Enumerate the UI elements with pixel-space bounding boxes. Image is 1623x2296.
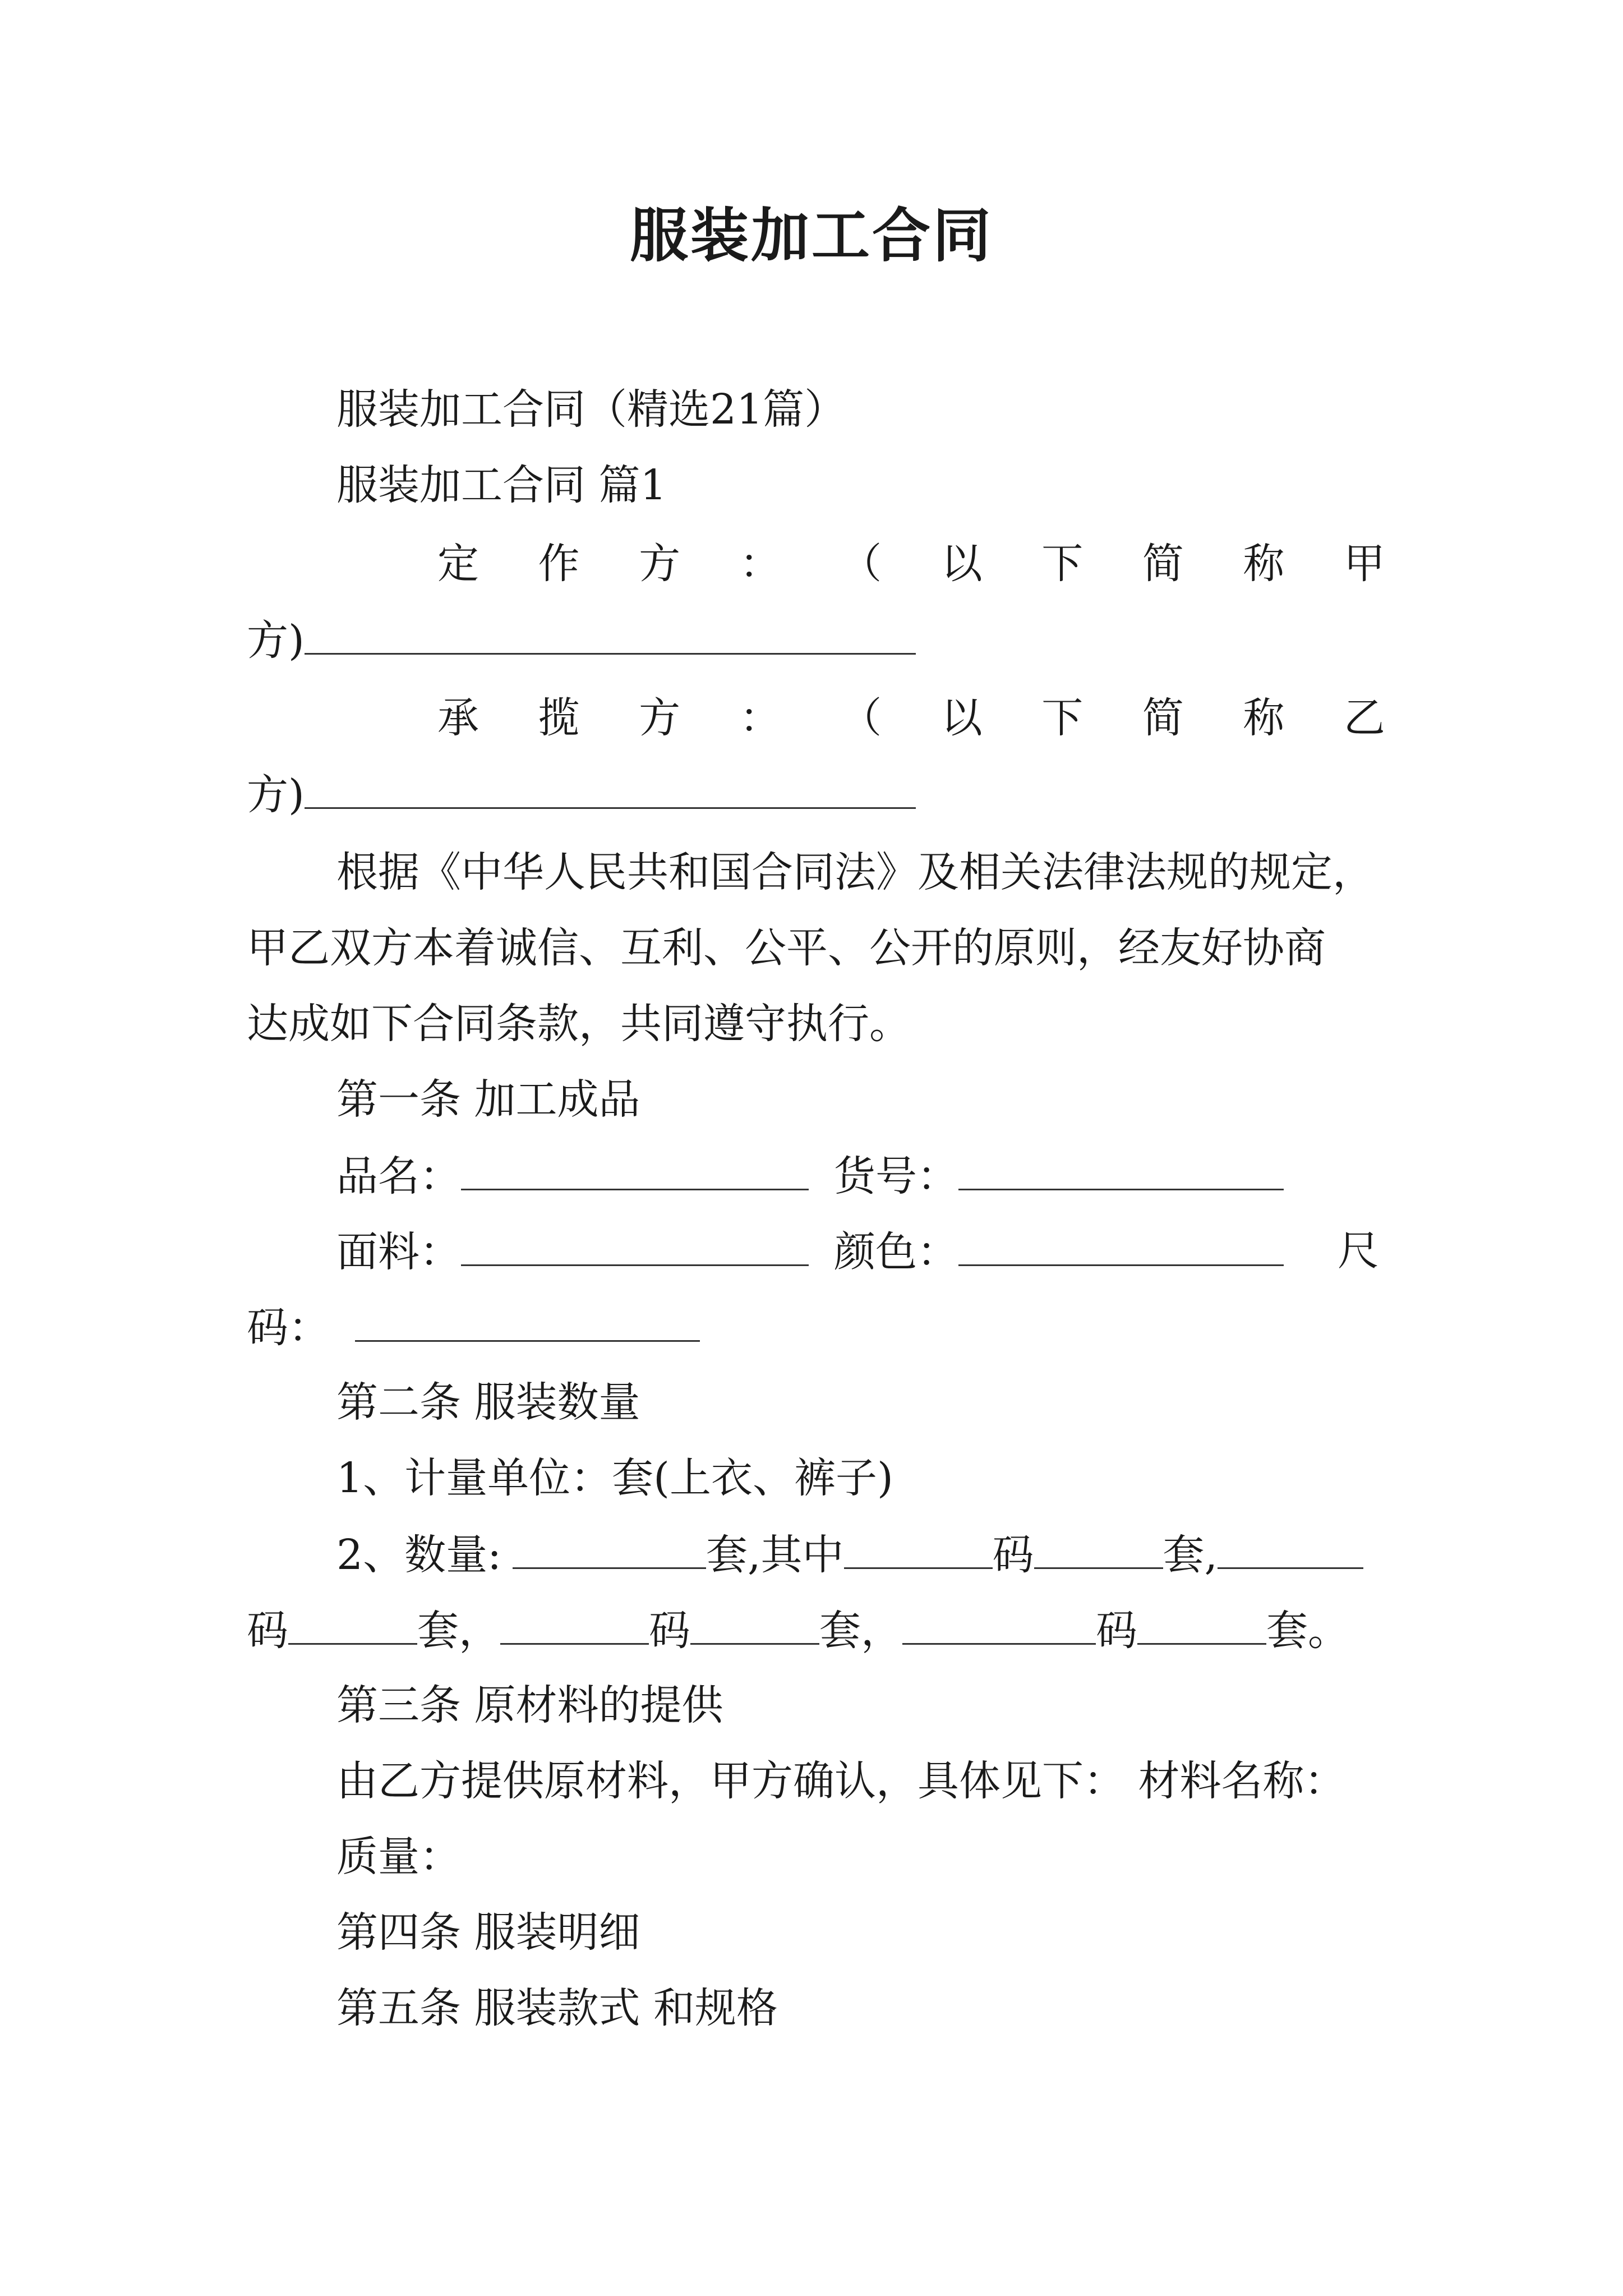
quantity-line [336, 1526, 1363, 1582]
party-a-char: 称 [1243, 540, 1285, 588]
quantity-line-cont [247, 1602, 1349, 1658]
party-a-wrap-line [247, 611, 916, 668]
party-b-char: 承 [437, 694, 479, 742]
quality-line: 质量： [336, 1833, 461, 1881]
ma-text: 码 [649, 1607, 690, 1655]
unit-line: 1、计量单位：套(上衣、裤子) [336, 1454, 893, 1502]
party-b-char: 称 [1243, 694, 1285, 742]
ma-text: 码 [992, 1531, 1034, 1579]
party-b-char: 揽 [538, 694, 580, 742]
party-a-char: （ [840, 540, 882, 588]
party-b-char: 以 [940, 694, 983, 742]
quantity-label: 2、数量: [336, 1531, 502, 1579]
party-a-blank[interactable] [305, 611, 916, 655]
total-quantity-blank[interactable] [513, 1526, 706, 1569]
article-1-name-line [336, 1147, 1284, 1203]
party-b-char: 方 [639, 694, 681, 742]
color-blank[interactable] [958, 1223, 1284, 1266]
preamble-line: 甲乙双方本着诚信、互利、公平、公开的原则，经友好协商 [247, 924, 1326, 972]
item-number-blank[interactable] [958, 1147, 1284, 1190]
materials-line: 由乙方提供原材料，甲方确认，具体见下： 材料名称： [336, 1757, 1346, 1805]
party-b-blank[interactable] [305, 766, 916, 809]
color-label: 颜色： [834, 1228, 958, 1276]
size-2-qty-blank[interactable] [288, 1602, 417, 1645]
party-b-wrap-line [247, 766, 916, 822]
party-a-char: 甲 [1343, 540, 1385, 588]
tao-text: 套， [819, 1607, 902, 1655]
size-blank[interactable] [355, 1299, 700, 1342]
party-b-line [437, 690, 1385, 746]
size-4-blank[interactable] [902, 1602, 1096, 1645]
party-a-line [437, 536, 1385, 592]
fabric-blank[interactable] [461, 1223, 809, 1266]
qizhong-text: 套,其中 [706, 1531, 844, 1579]
article-3-heading: 第三条 原材料的提供 [336, 1681, 723, 1729]
article-5-heading: 第五条 服装款式 和规格 [336, 1984, 778, 2032]
product-name-label: 品名： [336, 1152, 461, 1200]
item-number-label: 货号： [834, 1152, 958, 1200]
party-a-char: 作 [538, 540, 580, 588]
article-2-heading: 第二条 服装数量 [336, 1378, 640, 1427]
size-4-qty-blank[interactable] [1137, 1602, 1266, 1645]
size-line [247, 1299, 700, 1355]
party-a-char: 定 [437, 540, 479, 588]
party-a-char: 简 [1142, 540, 1184, 588]
tao-text: 套。 [1266, 1607, 1349, 1655]
party-b-char: （ [840, 694, 882, 742]
size-1-qty-blank[interactable] [1034, 1526, 1163, 1569]
party-b-char: 简 [1142, 694, 1184, 742]
size-3-qty-blank[interactable] [690, 1602, 819, 1645]
ma-text: 码 [1096, 1607, 1137, 1655]
party-a-char: ： [739, 540, 781, 588]
ma-text: 码 [247, 1607, 288, 1655]
party-a-wrap-text: 方) [247, 616, 305, 665]
size-label-part-b: 码： [247, 1304, 330, 1352]
article-4-heading: 第四条 服装明细 [336, 1908, 640, 1957]
party-a-char: 以 [940, 540, 983, 588]
party-b-wrap-text: 方) [247, 771, 305, 819]
article-1-fabric-line [336, 1223, 1284, 1279]
size-label-part-a: 尺 [1338, 1227, 1379, 1275]
size-1-blank[interactable] [844, 1526, 993, 1569]
party-a-char: 方 [639, 540, 681, 588]
document-title: 服装加工合同 [629, 201, 993, 270]
party-b-char: ： [739, 694, 781, 742]
size-3-blank[interactable] [500, 1602, 649, 1645]
preamble-line: 根据《中华人民共和国合同法》及相关法律法规的规定， [336, 848, 1374, 896]
tao-text: 套, [1163, 1531, 1218, 1579]
party-b-char: 下 [1041, 694, 1083, 742]
tao-text: 套， [417, 1607, 500, 1655]
section-heading: 服装加工合同 篇1 [336, 461, 667, 509]
party-b-char: 乙 [1343, 694, 1385, 742]
party-a-char: 下 [1041, 540, 1083, 588]
document-subtitle: 服装加工合同（精选21篇） [336, 385, 846, 434]
size-2-blank[interactable] [1218, 1526, 1363, 1569]
fabric-label: 面料： [336, 1228, 461, 1276]
preamble-line: 达成如下合同条款，共同遵守执行。 [247, 1000, 911, 1048]
article-1-heading: 第一条 加工成品 [336, 1075, 640, 1124]
product-name-blank[interactable] [461, 1147, 809, 1190]
